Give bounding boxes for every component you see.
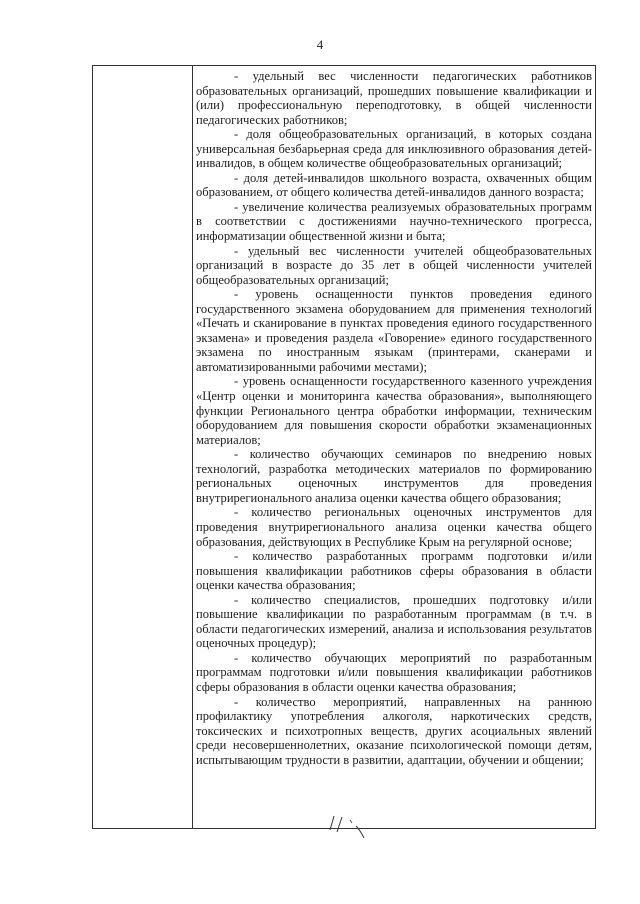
table-left-cell: [93, 66, 193, 828]
list-item: - удельный вес численности учителей общеобразовательных организаций в возрасте до 35 лет в общей численности учителей общеобразовательных организаций;: [196, 243, 592, 287]
pen-mark: [328, 814, 370, 840]
list-item: - количество региональных оценочных инструментов для проведения внутрирегионального анализа оценки качества общего образования, действующих в Республике Крым на регулярной основе;: [196, 505, 592, 549]
list-item: - увеличение количества реализуемых образовательных программ в соответствии с достижениями научно-технического прогресса, информатизации общественной жизни и быта;: [196, 199, 592, 244]
list-item: - удельный вес численности педагогических работников образовательных организаций, прошедших повышение квалификации и (или) профессиональную переподготовку, в общей численности педагогических работников;: [196, 69, 592, 127]
table-right-cell: [193, 69, 592, 828]
list-item: - количество мероприятий, направленных на раннюю профилактику употребления алкоголя, наркотических средств, токсических и психотропных веществ, других асоциальных явлений среди несовершеннолетних, оказание психологической помощи детям, испытывающим трудности в развитии, адаптации, обучении и общении;: [196, 694, 592, 767]
list-item: - доля детей-инвалидов школьного возраста, охваченных общим образованием, от общего количества детей-инвалидов данного возраста;: [196, 170, 592, 200]
list-item: - количество специалистов, прошедших подготовку и/или повышение квалификации по разработанным программам (в т.ч. в области педагогических измерений, анализа и использования результатов оценочных процедур);: [196, 592, 592, 651]
document-table: [92, 65, 596, 829]
list-item: - количество обучающих семинаров по внедрению новых технологий, разработка методических материалов по формированию региональных оценочных инструментов для проведения внутрирегионального анализа оценки качества общего образования;: [196, 447, 592, 505]
list-item: - уровень оснащенности пунктов проведения единого государственного экзамена оборудованием для применения технологий «Печать и сканирование в пунктах проведения единого государственного экзамена» и проведения раздела «Говорение» единого государственного экзамена по иностранным языкам (принтерами, сканерами и автоматизированными рабочими местами);: [196, 287, 592, 374]
list-item: - уровень оснащенности государственного казенного учреждения «Центр оценки и мониторинга качества образования», выполняющего функции Регионального центра обработки информации, техническим оборудованием для повышения скорости обработки экзаменационных материалов;: [196, 374, 592, 447]
list-item: - количество обучающих мероприятий по разработанным программам подготовки и/или повышения квалификации работников сферы образования в области оценки качества образования;: [196, 650, 592, 694]
page-number: 4: [316, 37, 324, 52]
list-item: - доля общеобразовательных организаций, в которых создана универсальная безбарьерная среда для инклюзивного образования детей-инвалидов, в общем количестве общеобразовательных организаций;: [196, 127, 592, 171]
list-item: - количество разработанных программ подготовки и/или повышения квалификации работников сферы образования в области оценки качества образования;: [196, 549, 592, 593]
